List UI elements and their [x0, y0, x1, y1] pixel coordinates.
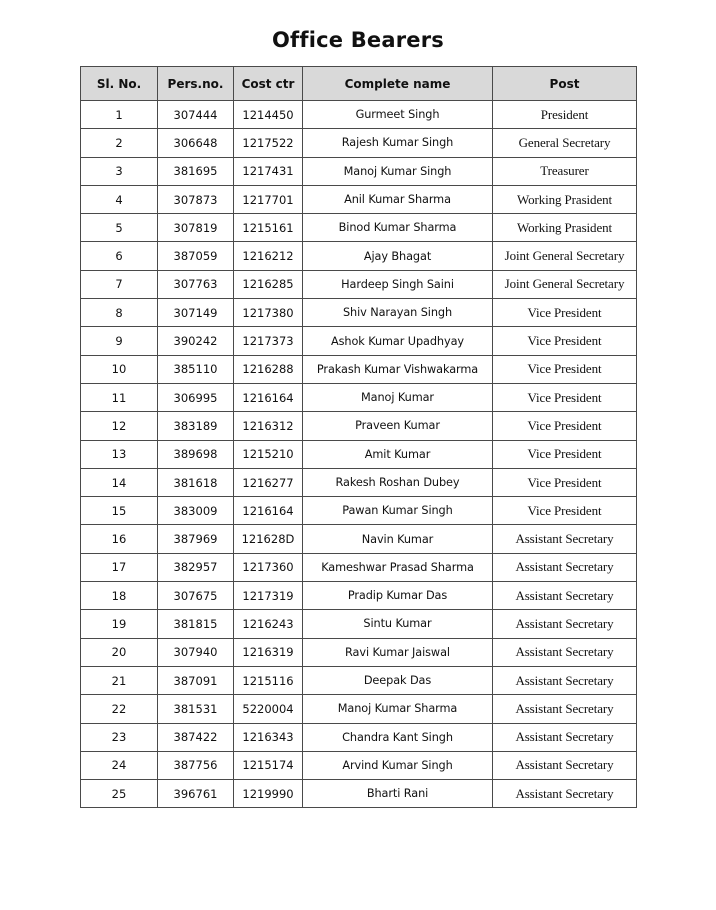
pers-no-cell: 389698	[158, 440, 234, 468]
post-cell: Vice President	[493, 412, 637, 440]
post-cell: Vice President	[493, 383, 637, 411]
table-row	[81, 525, 637, 553]
name-cell: Kameshwar Prasad Sharma	[303, 553, 493, 581]
table-row	[81, 497, 637, 525]
pers-no-cell: 396761	[158, 780, 234, 808]
sl-no-cell: 13	[81, 440, 158, 468]
post-cell: Working Prasident	[493, 185, 637, 213]
post-cell: Assistant Secretary	[493, 582, 637, 610]
post-cell: Vice President	[493, 327, 637, 355]
post-cell: Assistant Secretary	[493, 553, 637, 581]
name-cell: Anil Kumar Sharma	[303, 185, 493, 213]
post-cell: Assistant Secretary	[493, 666, 637, 694]
pers-no-cell: 306995	[158, 383, 234, 411]
cost-ctr-cell: 1217701	[234, 185, 303, 213]
header-complete-name: Complete name	[303, 67, 493, 101]
sl-no-cell: 3	[81, 157, 158, 185]
sl-no-cell: 12	[81, 412, 158, 440]
post-cell: Assistant Secretary	[493, 525, 637, 553]
table-row	[81, 610, 637, 638]
table-row	[81, 242, 637, 270]
pers-no-cell: 383009	[158, 497, 234, 525]
name-cell: Ajay Bhagat	[303, 242, 493, 270]
pers-no-cell: 307444	[158, 101, 234, 129]
post-cell: Assistant Secretary	[493, 723, 637, 751]
table-row	[81, 723, 637, 751]
pers-no-cell: 307873	[158, 185, 234, 213]
sl-no-cell: 11	[81, 383, 158, 411]
table-row	[81, 270, 637, 298]
pers-no-cell: 387969	[158, 525, 234, 553]
name-cell: Bharti Rani	[303, 780, 493, 808]
post-cell: Treasurer	[493, 157, 637, 185]
table-row	[81, 157, 637, 185]
name-cell: Manoj Kumar Singh	[303, 157, 493, 185]
pers-no-cell: 306648	[158, 129, 234, 157]
post-cell: Working Prasident	[493, 214, 637, 242]
cost-ctr-cell: 5220004	[234, 695, 303, 723]
cost-ctr-cell: 1216277	[234, 468, 303, 496]
cost-ctr-cell: 1216164	[234, 383, 303, 411]
sl-no-cell: 4	[81, 185, 158, 213]
cost-ctr-cell: 1216312	[234, 412, 303, 440]
pers-no-cell: 387059	[158, 242, 234, 270]
post-cell: President	[493, 101, 637, 129]
name-cell: Gurmeet Singh	[303, 101, 493, 129]
name-cell: Amit Kumar	[303, 440, 493, 468]
table-row	[81, 129, 637, 157]
cost-ctr-cell: 1215210	[234, 440, 303, 468]
table-row	[81, 185, 637, 213]
sl-no-cell: 6	[81, 242, 158, 270]
table-row	[81, 666, 637, 694]
cost-ctr-cell: 1214450	[234, 101, 303, 129]
post-cell: Joint General Secretary	[493, 242, 637, 270]
cost-ctr-cell: 1217319	[234, 582, 303, 610]
pers-no-cell: 382957	[158, 553, 234, 581]
sl-no-cell: 22	[81, 695, 158, 723]
pers-no-cell: 307675	[158, 582, 234, 610]
sl-no-cell: 1	[81, 101, 158, 129]
table-row	[81, 468, 637, 496]
post-cell: Assistant Secretary	[493, 695, 637, 723]
sl-no-cell: 21	[81, 666, 158, 694]
sl-no-cell: 19	[81, 610, 158, 638]
cost-ctr-cell: 1216212	[234, 242, 303, 270]
table-row	[81, 440, 637, 468]
sl-no-cell: 23	[81, 723, 158, 751]
name-cell: Navin Kumar	[303, 525, 493, 553]
sl-no-cell: 5	[81, 214, 158, 242]
cost-ctr-cell: 1217373	[234, 327, 303, 355]
cost-ctr-cell: 1215174	[234, 751, 303, 779]
sl-no-cell: 16	[81, 525, 158, 553]
name-cell: Hardeep Singh Saini	[303, 270, 493, 298]
table-body	[81, 101, 637, 808]
sl-no-cell: 2	[81, 129, 158, 157]
cost-ctr-cell: 1217360	[234, 553, 303, 581]
pers-no-cell: 381695	[158, 157, 234, 185]
post-cell: Vice President	[493, 440, 637, 468]
name-cell: Rakesh Roshan Dubey	[303, 468, 493, 496]
page-title: Office Bearers	[272, 28, 444, 52]
cost-ctr-cell: 1217522	[234, 129, 303, 157]
sl-no-cell: 7	[81, 270, 158, 298]
pers-no-cell: 390242	[158, 327, 234, 355]
pers-no-cell: 381531	[158, 695, 234, 723]
pers-no-cell: 307149	[158, 299, 234, 327]
post-cell: Vice President	[493, 299, 637, 327]
name-cell: Praveen Kumar	[303, 412, 493, 440]
name-cell: Arvind Kumar Singh	[303, 751, 493, 779]
name-cell: Pawan Kumar Singh	[303, 497, 493, 525]
table-row	[81, 299, 637, 327]
name-cell: Prakash Kumar Vishwakarma	[303, 355, 493, 383]
name-cell: Deepak Das	[303, 666, 493, 694]
cost-ctr-cell: 1216243	[234, 610, 303, 638]
cost-ctr-cell: 1215116	[234, 666, 303, 694]
post-cell: General Secretary	[493, 129, 637, 157]
table-row	[81, 383, 637, 411]
pers-no-cell: 385110	[158, 355, 234, 383]
post-cell: Vice President	[493, 497, 637, 525]
pers-no-cell: 381618	[158, 468, 234, 496]
table-row	[81, 327, 637, 355]
cost-ctr-cell: 1216285	[234, 270, 303, 298]
pers-no-cell: 383189	[158, 412, 234, 440]
pers-no-cell: 387091	[158, 666, 234, 694]
post-cell: Assistant Secretary	[493, 638, 637, 666]
table-row	[81, 412, 637, 440]
pers-no-cell: 381815	[158, 610, 234, 638]
name-cell: Manoj Kumar	[303, 383, 493, 411]
pers-no-cell: 307819	[158, 214, 234, 242]
sl-no-cell: 8	[81, 299, 158, 327]
cost-ctr-cell: 1217431	[234, 157, 303, 185]
name-cell: Ashok Kumar Upadhyay	[303, 327, 493, 355]
cost-ctr-cell: 1217380	[234, 299, 303, 327]
name-cell: Manoj Kumar Sharma	[303, 695, 493, 723]
table-row	[81, 780, 637, 808]
name-cell: Ravi Kumar Jaiswal	[303, 638, 493, 666]
cost-ctr-cell: 1216343	[234, 723, 303, 751]
post-cell: Assistant Secretary	[493, 751, 637, 779]
header-pers-no: Pers.no.	[158, 67, 234, 101]
cost-ctr-cell: 1219990	[234, 780, 303, 808]
name-cell: Binod Kumar Sharma	[303, 214, 493, 242]
name-cell: Pradip Kumar Das	[303, 582, 493, 610]
cost-ctr-cell: 1215161	[234, 214, 303, 242]
office-bearers-table	[80, 66, 637, 808]
name-cell: Shiv Narayan Singh	[303, 299, 493, 327]
table-row	[81, 582, 637, 610]
name-cell: Rajesh Kumar Singh	[303, 129, 493, 157]
table-header-row	[81, 67, 637, 101]
post-cell: Vice President	[493, 355, 637, 383]
header-sl-no: Sl. No.	[81, 67, 158, 101]
cost-ctr-cell: 1216288	[234, 355, 303, 383]
cost-ctr-cell: 1216164	[234, 497, 303, 525]
pers-no-cell: 307940	[158, 638, 234, 666]
sl-no-cell: 17	[81, 553, 158, 581]
post-cell: Joint General Secretary	[493, 270, 637, 298]
header-cost-ctr: Cost ctr	[234, 67, 303, 101]
sl-no-cell: 9	[81, 327, 158, 355]
table-row	[81, 553, 637, 581]
pers-no-cell: 307763	[158, 270, 234, 298]
post-cell: Assistant Secretary	[493, 780, 637, 808]
table-row	[81, 751, 637, 779]
sl-no-cell: 10	[81, 355, 158, 383]
table-row	[81, 214, 637, 242]
post-cell: Assistant Secretary	[493, 610, 637, 638]
table-row	[81, 355, 637, 383]
name-cell: Sintu Kumar	[303, 610, 493, 638]
table-row	[81, 101, 637, 129]
pers-no-cell: 387756	[158, 751, 234, 779]
sl-no-cell: 14	[81, 468, 158, 496]
sl-no-cell: 20	[81, 638, 158, 666]
cost-ctr-cell: 1216319	[234, 638, 303, 666]
post-cell: Vice President	[493, 468, 637, 496]
name-cell: Chandra Kant Singh	[303, 723, 493, 751]
header-post: Post	[493, 67, 637, 101]
table-row	[81, 695, 637, 723]
sl-no-cell: 18	[81, 582, 158, 610]
sl-no-cell: 15	[81, 497, 158, 525]
pers-no-cell: 387422	[158, 723, 234, 751]
cost-ctr-cell: 121628D	[234, 525, 303, 553]
sl-no-cell: 24	[81, 751, 158, 779]
sl-no-cell: 25	[81, 780, 158, 808]
table-row	[81, 638, 637, 666]
